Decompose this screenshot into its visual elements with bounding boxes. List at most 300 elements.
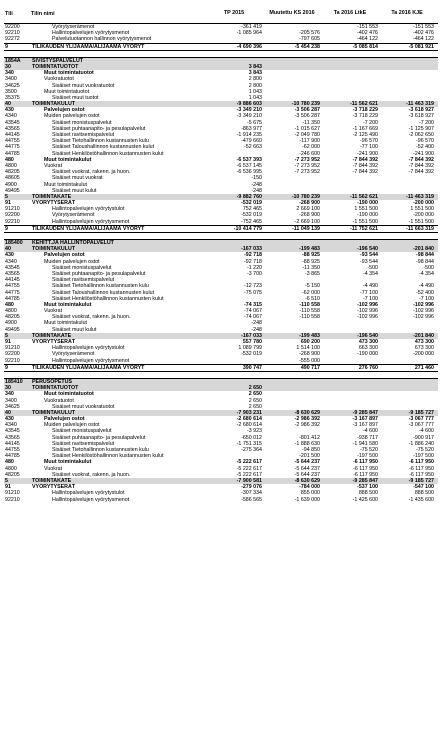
table-row	[4, 497, 438, 503]
value-ta2016-kje: 271 460	[414, 364, 434, 371]
account-code: 44145	[5, 440, 20, 447]
value-tp2015: -6 536 995	[236, 169, 262, 176]
account-code: 4900	[5, 320, 17, 327]
value-ks2016: -6 510	[304, 295, 320, 302]
account-name: Sisäiset puhtaanapito- ja pesulapalvelut	[52, 270, 146, 277]
value-tp2015: -92 718	[244, 252, 262, 259]
header-account-name: Tilin nimi	[31, 10, 55, 17]
value-ta2016-kje: -200 000	[413, 200, 434, 207]
value-tp2015: 1 043	[248, 94, 262, 101]
account-name: TOIMINTATUOTOT	[32, 63, 79, 70]
value-ta2016-ltke: -151 553	[357, 24, 378, 30]
account-name: Sisäiset vuokrat, rakenn. ja huon.	[52, 314, 131, 321]
table-body	[4, 24, 438, 503]
account-name: Vyörytyserämenot	[52, 24, 95, 30]
account-name: TILIKAUDEN YLIJÄÄMÄ/ALIJÄÄMÄ VYÖRYT	[32, 43, 145, 50]
value-ta2016-kje: -4 600	[418, 428, 434, 435]
value-tp2015	[206, 358, 264, 364]
table-row	[4, 36, 438, 42]
account-name: Sisäiset muut kulut	[52, 187, 97, 194]
section-title-row	[4, 57, 438, 64]
value-tp2015: -1 220	[246, 264, 262, 271]
account-name: Sisäiset ravitsemispalvelut	[52, 132, 115, 138]
value-ta2016-ltke: -1 551 500	[352, 218, 378, 225]
value-ta2016-ltke: -7 200	[362, 119, 378, 126]
value-ks2016: -7 273 952	[294, 162, 320, 169]
value-tp2015	[206, 36, 264, 42]
value-tp2015: 2 800	[248, 82, 262, 89]
account-code: 3400	[5, 397, 17, 404]
account-name: Muut toimintatuotot	[44, 88, 90, 95]
account-code: 430	[5, 252, 14, 259]
account-code: 480	[5, 156, 14, 163]
value-tp2015: -5 222 617	[236, 471, 262, 478]
value-ta2016-kje: -402 476	[413, 30, 434, 37]
account-name: Palvelujen ostot	[44, 107, 85, 114]
value-ta2016-kje: -9 185 727	[408, 409, 434, 416]
value-ta2016-kje: -75 520	[416, 447, 434, 453]
value-tp2015: 3 843	[248, 63, 262, 70]
value-ta2016-ltke: -9 285 847	[352, 477, 378, 484]
table-header	[4, 4, 438, 24]
value-tp2015: -248	[251, 181, 262, 188]
value-tp2015: -5 222 617	[236, 465, 262, 472]
account-name: Palvelujen ostot	[44, 252, 85, 259]
account-name: Muut toimintakulut	[44, 320, 87, 327]
value-ks2016: -5 644 237	[294, 459, 320, 466]
account-code: 9	[5, 43, 8, 50]
header-account-code: Tili	[5, 10, 13, 17]
account-name: Vuokrat	[44, 308, 63, 315]
value-ta2016-kje: -5 081 921	[408, 43, 434, 50]
account-code: 48205	[5, 471, 20, 478]
account-code: 92200	[5, 212, 20, 219]
value-ks2016: -110 558	[299, 301, 320, 308]
value-ks2016: -246 600	[299, 150, 320, 157]
value-tp2015: 2 800	[248, 76, 262, 83]
account-code: 430	[5, 416, 14, 423]
value-ta2016-ltke: -4 490	[362, 283, 378, 290]
account-code: 44785	[5, 150, 20, 157]
value-ta2016-kje: -547 100	[413, 484, 434, 491]
value-ks2016: -797 605	[299, 36, 320, 43]
account-name: TILIKAUDEN YLIJÄÄMÄ/ALIJÄÄMÄ VYÖRYT	[32, 225, 145, 232]
account-name: Muut toimintakulut	[44, 459, 92, 466]
total-row	[4, 364, 438, 372]
header-ta2016-ltke: Ta 2016 LtkE	[333, 10, 367, 17]
account-name: Sisäiset Tietohallinnon kustannusten kulu	[52, 447, 149, 453]
account-name: TOIMINTAKULUT	[32, 101, 76, 108]
account-name: Sisäiset Taloushallinnon kustannusten kulut	[52, 144, 155, 151]
value-ta2016-ltke: -77 100	[360, 289, 378, 296]
table-row	[4, 358, 438, 364]
account-code: 44785	[5, 453, 20, 460]
value-tp2015: -4 690 396	[236, 43, 262, 50]
value-tp2015: -279 076	[241, 484, 262, 491]
value-tp2015: -9 882 760	[236, 193, 262, 200]
value-ta2016-ltke: -3 718 229	[352, 113, 378, 120]
value-ta2016-kje: -102 996	[413, 301, 434, 308]
value-ks2016: -5 150	[304, 283, 320, 290]
value-tp2015: -3 349 210	[236, 107, 262, 114]
value-ta2016-kje: -200 000	[413, 351, 434, 358]
value-ks2016: -110 558	[299, 314, 320, 321]
account-name: SIVISTYSPALVELUT	[32, 57, 84, 64]
value-ks2016: -201 500	[299, 453, 320, 460]
value-ta2016-ltke: -4 600	[362, 428, 378, 435]
account-name: Vuokrat	[44, 162, 63, 169]
account-name: Hallintopalvelujen vyörytystulot	[52, 206, 125, 213]
value-ta2016-ltke: -1 941 580	[352, 440, 378, 447]
account-name: Sisäiset Tietohallinnon kustannusten kulu	[52, 138, 149, 145]
section-title-row	[4, 378, 438, 385]
value-ks2016: -110 558	[299, 308, 320, 315]
value-ta2016-kje: -9 185 727	[408, 477, 434, 484]
value-tp2015: -9 886 603	[236, 101, 262, 108]
value-ks2016: -2 049 780	[294, 132, 320, 138]
value-ks2016: -10 780 239	[291, 193, 320, 200]
account-name: Muut toimintatuotot	[44, 70, 94, 77]
value-tp2015: -275 364	[241, 447, 262, 453]
account-code: 40	[5, 101, 11, 108]
account-name: Vuokratuotot	[44, 397, 74, 404]
value-ks2016: -555 000	[299, 357, 320, 364]
account-code: 44775	[5, 289, 20, 296]
account-code: 48605	[5, 175, 20, 182]
account-name: TILIKAUDEN YLIJÄÄMÄ/ALIJÄÄMÄ VYÖRYT	[32, 364, 145, 371]
account-name: Muiden palvelujen ostot	[44, 113, 100, 120]
value-tp2015: -3 349 210	[236, 113, 262, 120]
account-code: 92210	[5, 357, 20, 364]
value-tp2015: -307 334	[241, 490, 262, 497]
value-ks2016: -199 483	[299, 332, 320, 339]
value-tp2015: -752 465	[241, 218, 262, 225]
value-ta2016-kje: -52 400	[416, 289, 434, 296]
account-name: Sisäiset puhtaanapito- ja pesulapalvelut	[52, 434, 146, 441]
value-tp2015: -5 675	[246, 119, 262, 126]
value-tp2015: -248	[251, 320, 262, 327]
value-ta2016-kje: -6 117 950	[409, 471, 434, 478]
value-tp2015: 1 043	[248, 88, 262, 95]
account-code: 340	[5, 70, 14, 77]
value-ks2016: -7 273 952	[294, 169, 320, 176]
value-ta2016-kje: 888 500	[414, 490, 434, 497]
value-ta2016-ltke: 276 760	[358, 364, 378, 371]
account-name: Sisäiset muut vuokratuotot	[52, 82, 115, 89]
total-row	[4, 43, 438, 51]
account-name: Muut toimintakulut	[44, 301, 92, 308]
value-tp2015: 1 089 799	[238, 345, 262, 352]
value-ta2016-ltke: -6 117 950	[353, 465, 378, 472]
value-ta2016-ltke: -96 570	[360, 138, 378, 145]
value-tp2015: 3 843	[248, 70, 262, 77]
account-name: PERUSOPETUS	[32, 378, 73, 385]
value-tp2015: -6 537 145	[236, 162, 262, 169]
account-name: Hallintopalvelujen vyörytystulot	[52, 345, 125, 352]
value-ta2016-ltke: 1 551 500	[354, 206, 378, 213]
value-ta2016-kje: -7 844 392	[408, 156, 434, 163]
value-tp2015: -74 067	[244, 314, 262, 321]
account-name: TOIMINTATUOTOT	[32, 385, 79, 392]
value-ta2016-kje: 673 300	[414, 345, 434, 352]
value-ks2016: 855 000	[300, 490, 320, 497]
value-ks2016: -199 483	[299, 246, 320, 253]
account-code: 44145	[5, 132, 20, 138]
value-ks2016: -88 925	[302, 252, 320, 259]
table-row	[4, 219, 438, 225]
value-ks2016: -62 000	[302, 289, 320, 296]
account-name: Sisäiset ravitsemispalvelut	[52, 277, 115, 284]
value-ta2016-ltke: 888 500	[358, 490, 378, 497]
value-tp2015: -3 700	[246, 270, 262, 277]
value-ta2016-ltke: -196 540	[357, 246, 378, 253]
value-ta2016-ltke: -4 354	[362, 270, 378, 277]
value-ks2016: -5 644 237	[294, 471, 320, 478]
account-name: Sisäiset Henkilöstöhallinnon kustannusten kulut	[52, 295, 164, 302]
value-tp2015: -7 900 581	[236, 477, 262, 484]
account-name: Sisäiset vuokrat, rakenn. ja huon.	[52, 169, 131, 176]
value-tp2015: -12 723	[244, 283, 262, 290]
value-ta2016-ltke: -196 540	[357, 332, 378, 339]
account-code: 91210	[5, 206, 20, 213]
account-code: 480	[5, 459, 14, 466]
account-code: 4800	[5, 162, 17, 169]
value-ta2016-kje: -200 000	[413, 212, 434, 219]
value-ks2016: -2 986 392	[294, 416, 320, 423]
value-tp2015: -7 903 231	[236, 409, 262, 416]
value-ks2016: -1 015 627	[294, 125, 320, 132]
value-tp2015: -74 067	[244, 308, 262, 315]
account-code: 44145	[5, 277, 20, 284]
value-ta2016-ltke: -197 500	[357, 453, 378, 460]
account-name: VYÖRYTYSERÄT	[32, 200, 76, 207]
value-ks2016: -11 049 139	[292, 225, 320, 232]
value-tp2015: -361 419	[241, 24, 262, 30]
account-name: Muut toimintatuotot	[44, 391, 94, 398]
value-ta2016-kje: -1 551 500	[408, 218, 434, 225]
value-tp2015: -5 222 617	[236, 459, 262, 466]
account-code: 44775	[5, 144, 20, 151]
account-name: Sisäiset puhtaanapito- ja pesulapalvelut	[52, 125, 146, 132]
value-ks2016: -88 925	[302, 258, 320, 265]
account-code: 4340	[5, 422, 17, 429]
account-name: TOIMINTAKULUT	[32, 409, 76, 416]
header-tp2015: TP 2015	[223, 10, 245, 17]
value-tp2015: -92 718	[244, 258, 262, 265]
value-tp2015: -586 565	[241, 496, 262, 503]
account-code: 4340	[5, 113, 17, 120]
value-tp2015: -1 751 315	[236, 440, 262, 447]
value-tp2015: -52 663	[244, 144, 262, 151]
account-name: Sisäiset Tietohallinnon kustannusten kulu	[52, 283, 149, 290]
account-name: Sisäiset Taloushallinnon kustannusten kulut	[52, 289, 155, 296]
account-name: Sisäiset Henkilöstöhallinnon kustannusten kulut	[52, 150, 164, 157]
account-name: Sisäiset muut vuokrat	[52, 175, 103, 182]
account-code: 92200	[5, 24, 20, 30]
value-ks2016: -3 506 287	[294, 113, 320, 120]
value-ta2016-kje: -96 570	[416, 138, 434, 145]
account-name: Sisäiset monistuspalvelut	[52, 119, 112, 126]
value-tp2015: 2 650	[248, 403, 262, 410]
account-code: 43565	[5, 270, 20, 277]
value-ta2016-ltke: -402 476	[357, 30, 378, 37]
value-ks2016: 490 717	[300, 364, 320, 371]
account-name: TOIMINTAKATE	[32, 193, 72, 200]
value-ks2016: -3 506 287	[294, 107, 320, 114]
value-ta2016-ltke: -190 000	[357, 200, 378, 207]
value-ta2016-ltke: -1 425 600	[352, 496, 378, 503]
value-tp2015: -150	[251, 175, 262, 182]
account-code: 480	[5, 301, 14, 308]
account-code: 9	[5, 364, 8, 371]
account-code: 43545	[5, 264, 20, 271]
value-ta2016-ltke: -11 562 621	[350, 101, 378, 108]
value-ta2016-kje: -1 886 240	[408, 440, 434, 447]
value-ks2016: -62 000	[302, 144, 320, 151]
value-tp2015: 557 780	[242, 339, 262, 345]
account-code: 5	[5, 193, 8, 200]
value-ta2016-kje: -900 917	[413, 434, 434, 441]
account-code: 3400	[5, 76, 17, 83]
value-tp2015: -167 033	[241, 332, 262, 339]
header-ta2016-kje: Ta 2016 KJE	[391, 10, 423, 17]
account-name: Sisäiset muut tuotot	[52, 94, 99, 101]
value-ta2016-ltke: -241 900	[357, 150, 378, 157]
account-code: 185400	[5, 240, 23, 246]
value-ta2016-ltke: -11 562 621	[350, 193, 378, 200]
account-code: 40	[5, 409, 11, 416]
value-ta2016-kje: -201 840	[413, 332, 434, 339]
value-tp2015: 752 465	[242, 206, 262, 213]
value-ta2016-ltke: -7 844 392	[352, 156, 378, 163]
value-tp2015: -75 075	[244, 289, 262, 296]
value-ks2016: -1 639 000	[294, 496, 320, 503]
value-ta2016-kje: -3 067 777	[408, 416, 434, 423]
value-ta2016-ltke: -102 996	[357, 308, 378, 315]
value-ta2016-kje: 1 551 500	[410, 206, 434, 213]
account-name: Palvelutuotannon hallinnon vyörytysmenot	[52, 36, 152, 43]
account-code: 4900	[5, 181, 17, 188]
account-code: 92272	[5, 36, 20, 43]
account-code: 43565	[5, 125, 20, 132]
value-ta2016-ltke: -11 752 621	[350, 225, 378, 232]
value-ks2016: 690 200	[300, 339, 320, 345]
account-name: VYÖRYTYSERÄT	[32, 484, 76, 491]
account-name: Vyörytyserämenot	[52, 351, 95, 358]
value-tp2015: -248	[251, 187, 262, 194]
value-ks2016: -268 900	[299, 200, 320, 207]
value-ks2016: -7 273 952	[294, 156, 320, 163]
account-code: 91	[5, 484, 11, 491]
value-tp2015: -10 414 779	[233, 225, 262, 232]
value-ta2016-kje: 473 300	[414, 339, 434, 345]
value-tp2015: -479 660	[241, 138, 262, 145]
value-ta2016-kje: -7 100	[418, 295, 434, 302]
account-name: Hallintopalvelujen vyörytystulot	[52, 490, 125, 497]
value-ta2016-ltke: -3 167 897	[352, 416, 378, 423]
value-ta2016-ltke: -5 085 814	[352, 43, 378, 50]
value-ta2016-ltke: -500	[367, 264, 378, 271]
account-code: 43545	[5, 428, 20, 435]
value-ks2016: -268 900	[299, 351, 320, 358]
value-ta2016-ltke: -7 100	[362, 295, 378, 302]
value-tp2015: 2 650	[248, 397, 262, 404]
account-code: 3500	[5, 88, 17, 95]
value-tp2015: -167 033	[241, 246, 262, 253]
account-name: Sisäiset vuokrat, rakenn. ja huon.	[52, 471, 131, 478]
account-code: 92210	[5, 218, 20, 225]
account-code: 35375	[5, 94, 20, 101]
value-ta2016-kje	[380, 358, 436, 364]
account-code: 44755	[5, 138, 20, 145]
value-ks2016: -801 412	[299, 434, 320, 441]
value-ks2016: -3 865	[304, 270, 320, 277]
value-ta2016-ltke: -102 996	[357, 301, 378, 308]
value-ta2016-ltke: -6 117 950	[352, 459, 378, 466]
value-ta2016-ltke: -102 996	[357, 314, 378, 321]
value-tp2015: -1 914 235	[236, 132, 262, 138]
value-ta2016-kje: -98 844	[416, 258, 434, 265]
account-code: 48205	[5, 314, 20, 321]
account-code: 44755	[5, 283, 20, 290]
account-code: 91	[5, 200, 11, 207]
value-ta2016-kje: -7 844 392	[408, 162, 434, 169]
account-code: 44755	[5, 447, 20, 453]
account-name: Muut toimintakulut	[44, 181, 87, 188]
value-ta2016-ltke: -93 544	[360, 252, 378, 259]
account-code: 40	[5, 246, 11, 253]
budget-sheet	[4, 4, 438, 503]
value-ta2016-ltke	[322, 358, 380, 364]
value-ta2016-kje: -201 840	[413, 246, 434, 253]
value-tp2015: -3 923	[246, 428, 262, 435]
account-code: 48205	[5, 169, 20, 176]
account-name: TOIMINTAKATE	[32, 477, 72, 484]
account-name: Sisäiset monistuspalvelut	[52, 428, 112, 435]
account-name: Sisäiset monistuspalvelut	[52, 264, 112, 271]
value-ta2016-kje: -241 900	[413, 150, 434, 157]
value-ks2016: 1 514 100	[296, 345, 320, 352]
account-name: Sisäiset muut vuokratuotot	[52, 403, 115, 410]
value-ta2016-kje: -3 618 927	[408, 107, 434, 114]
value-ta2016-kje: -102 996	[413, 308, 434, 315]
value-ks2016: -5 644 237	[294, 465, 320, 472]
value-ta2016-kje: -4 490	[418, 283, 434, 290]
value-ta2016-kje: -4 354	[418, 270, 434, 277]
value-ta2016-ltke: -77 100	[360, 144, 378, 151]
account-name: KEHITT.JA HALLINTOPALVELUT	[32, 240, 114, 246]
value-ta2016-kje: -11 663 319	[406, 225, 434, 232]
value-ta2016-ltke: -7 844 392	[352, 169, 378, 176]
value-ks2016: -205 576	[299, 30, 320, 37]
account-code: 43565	[5, 434, 20, 441]
value-ks2016: -8 630 629	[294, 477, 320, 484]
account-name: VYÖRYTYSERÄT	[32, 339, 76, 345]
value-tp2015: -1 085 964	[236, 30, 262, 37]
value-ks2016: 2 669 100	[296, 206, 320, 213]
account-name: Muiden palvelujen ostot	[44, 422, 100, 429]
value-ta2016-ltke: -3 718 229	[352, 107, 378, 114]
value-tp2015: -248	[251, 326, 262, 333]
value-tp2015: -2 680 614	[236, 422, 262, 429]
account-code: 185410	[5, 378, 23, 385]
account-code: 91	[5, 339, 11, 345]
value-ks2016: -11 350	[302, 264, 320, 271]
account-code: 5	[5, 477, 8, 484]
account-code: 4800	[5, 308, 17, 315]
value-ta2016-kje: -98 844	[416, 252, 434, 259]
value-ta2016-kje: -464 122	[413, 36, 434, 43]
